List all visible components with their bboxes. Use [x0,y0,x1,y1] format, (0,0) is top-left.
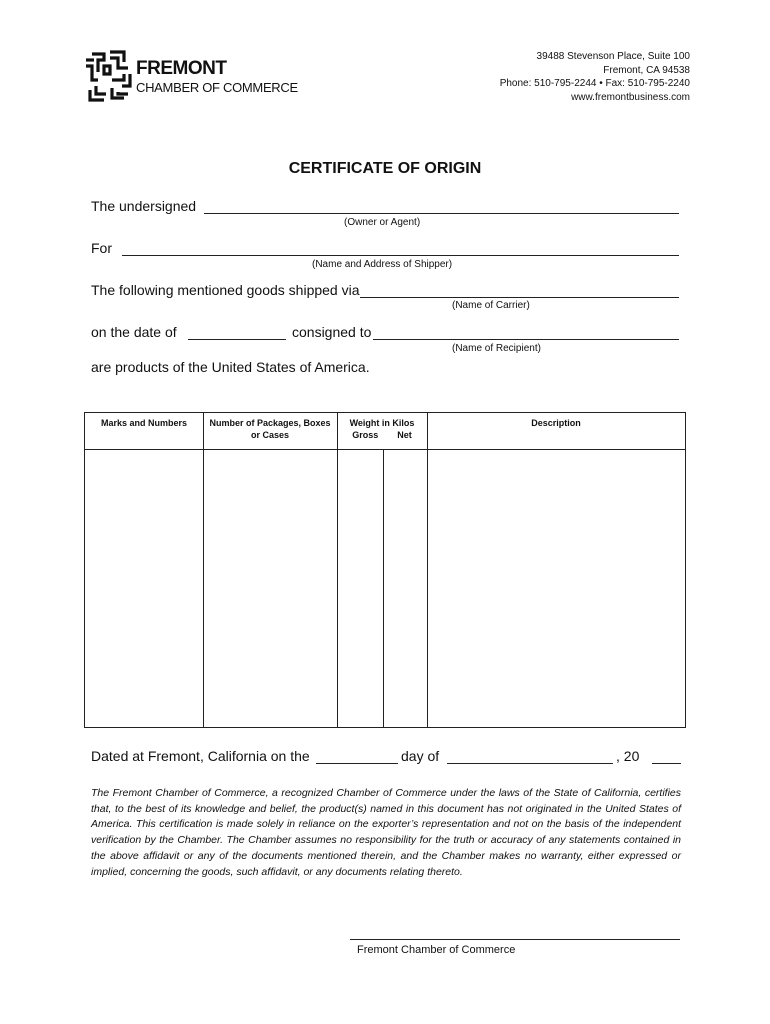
for-label: For [91,240,112,256]
dated-label: Dated at Fremont, California on the [91,748,310,764]
address-street: 39488 Stevenson Place, Suite 100 [536,51,690,62]
shipper-caption: (Name and Address of Shipper) [312,259,453,270]
undersigned-label: The undersigned [91,198,197,214]
recipient-caption: (Name of Recipient) [452,343,541,354]
address-website: www.fremontbusiness.com [571,91,690,103]
carrier-field[interactable] [360,297,679,298]
recipient-field[interactable] [373,339,679,340]
header-net: Net [397,430,412,440]
marks-cell[interactable] [85,450,203,727]
header-gross: Gross [352,430,379,440]
year-field[interactable] [652,763,681,764]
packages-cell[interactable] [204,450,337,727]
document-title: CERTIFICATE OF ORIGIN [288,160,482,177]
description-cell[interactable] [428,450,685,727]
chamber-logo-icon [84,50,132,102]
day-of-label: day of [401,748,440,764]
date-field[interactable] [188,339,286,340]
address-block [500,50,690,104]
header-packages [203,417,337,441]
org-subname: CHAMBER OF COMMERCE [136,80,298,95]
header-packages-line1: Number of Packages, Boxes [209,418,331,428]
month-field[interactable] [447,763,613,764]
products-statement: are products of the United States of America. [91,359,370,375]
header-weight-line1: Weight in Kilos [349,418,415,428]
shipper-field[interactable] [122,255,679,256]
gross-cell[interactable] [338,450,383,727]
chamber-logo [84,50,304,102]
header-marks-numbers: Marks and Numbers [100,418,188,428]
signature-label: Fremont Chamber of Commerce [357,944,516,956]
header-packages-line2: or Cases [250,430,290,440]
date-label: on the date of [91,324,177,340]
consigned-label: consigned to [292,324,372,340]
shipped-via-label: The following mentioned goods shipped via [91,282,360,298]
undersigned-field[interactable] [204,213,679,214]
header-description: Description [531,418,581,428]
undersigned-caption: (Owner or Agent) [344,217,421,228]
disclaimer-text: The Fremont Chamber of Commerce, a recognized Chamber of Commerce under the laws of the State of California, certifies that, to the best of its knowledge and belief, the product(s) named in this document has not originated in the United States of America. This certification is made solely in reliance on the exporter’s representation and not on the basis of the independent verification by the Chamber. The Chamber assumes no responsibility for the truth or accuracy of any statements contained in the above affidavit or any of the documents mentioned therein, and the Chamber makes no warranty, either expressed or implied, concerning the goods, such affidavit, or any documents relating thereto. [91,787,681,878]
net-cell[interactable] [384,450,427,727]
header-weight [337,417,427,441]
carrier-caption: (Name of Carrier) [452,300,530,311]
signature-line[interactable] [350,939,680,940]
org-name: FREMONT [136,58,227,79]
address-phone-fax: Phone: 510-795-2244 • Fax: 510-795-2240 [499,78,690,89]
goods-table [84,412,686,728]
header-weight-subcols [337,429,427,441]
year-label: , 20 [616,748,640,764]
day-field[interactable] [316,763,398,764]
address-city: Fremont, CA 94538 [603,64,690,76]
